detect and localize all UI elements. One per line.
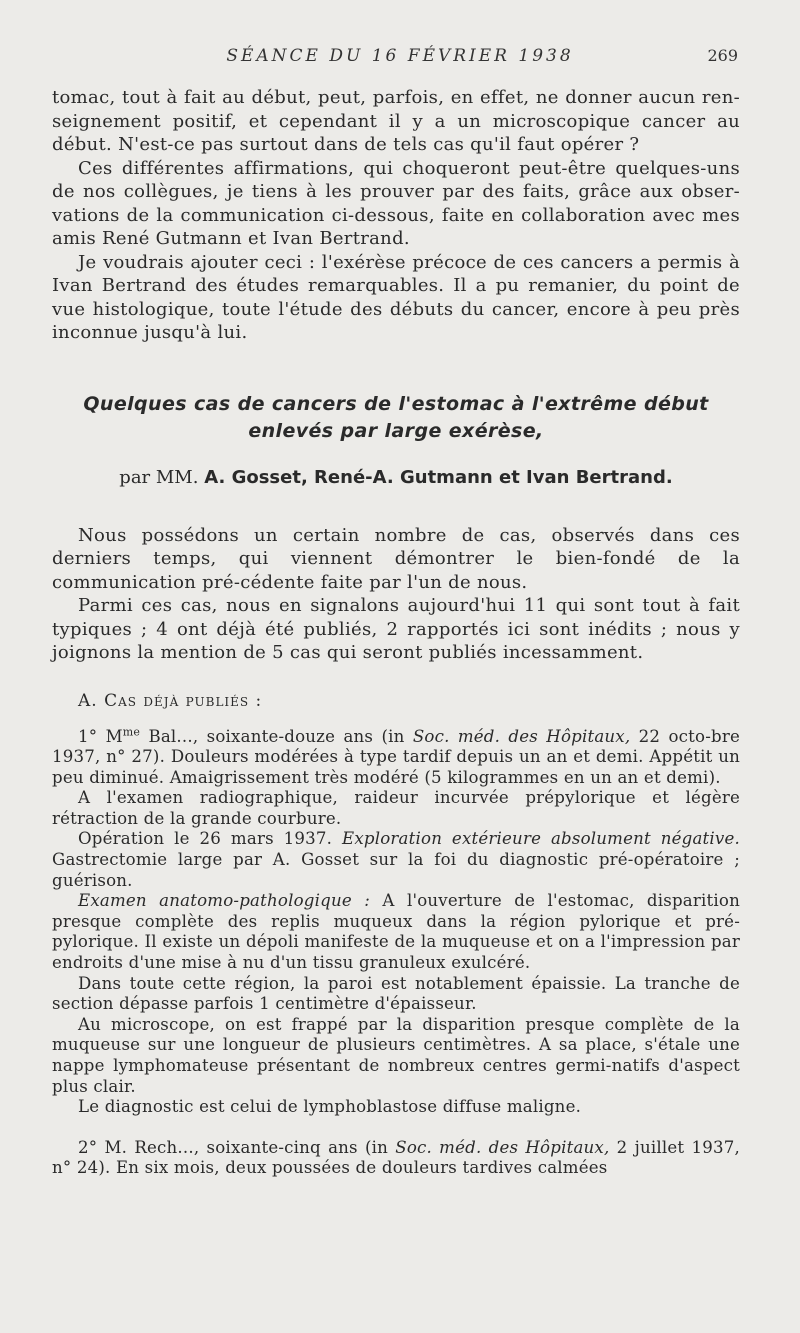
patient-title-sup: me [122,724,141,738]
section-letter: A. [78,690,98,711]
operation-rest: Gastrectomie large par A. Gosset sur la foi du diagnostic pré-opératoire ; guérison. [52,850,740,890]
byline [52,467,740,488]
case-1-intro [52,724,740,789]
article-title-line: Quelques cas de cancers de l'estomac à l'extrême début [83,392,709,415]
patient-title: M [105,726,123,746]
case-number: 2 [78,1137,89,1157]
case-intro-rest: 22 octo-bre 1937, n° 27). Douleurs modérées à type tardif depuis un an et demi. Appétit un peu diminué. Amaigrissement très modéré (5 kilogrammes en un an et demi). [52,726,740,787]
journal-name: Soc. méd. des Hôpitaux, [395,1137,610,1157]
case-1-microscope: Au microscope, on est frappé par la disparition presque complète de la muqueuse sur une longueur de plusieurs centimètres. A sa place, s'étale une nappe lymphomateuse présentant de nombreux centres germi-natifs d'aspect plus clair. [52,1014,740,1096]
article-paragraph: Nous possédons un certain nombre de cas, observés dans ces derniers temps, qui viennent démontrer le bien-fondé de la communication pré-cédente faite par l'un de nous. [52,524,740,593]
article-title-line: enlevés par large exérèse, [248,419,544,442]
section-colon: : [255,690,263,711]
case-2-intro [52,1138,740,1179]
ordinal-mark: ° [88,1137,98,1157]
case-1-exam [52,891,740,973]
case-number: 1 [78,726,89,746]
case-intro-text: Bal..., soixante-douze ans (in [148,726,405,746]
case-1-operation [52,829,740,891]
running-title: SÉANCE DU 16 FÉVRIER 1938 [226,46,574,66]
running-header [0,46,800,74]
case-1-diagnosis: Le diagnostic est celui de lymphoblastose diffuse maligne. [78,1097,582,1117]
article-paragraph: Parmi ces cas, nous en signalons aujourd'hui 11 qui sont tout à fait typiques ; 4 ont déjà été publiés, 2 rapportés ici sont inédits ; nous y joignons la mention de 5 cas qui seront publiés incessamment. [52,595,740,663]
intro-paragraph: Ces différentes affirmations, qui choqueront peut-être quelques-uns de nos collègues, je tiens à les prouver par des faits, grâce aux obser-vations de la communication ci-dessous, faite en collaboration avec mes amis René Gutmann et Ivan Bertrand. [52,157,740,249]
case-list [52,724,740,1179]
section-title: Cas déjà publiés [104,690,250,711]
authors: A. Gosset, René-A. Gutmann et Ivan Bertrand. [204,466,673,488]
operation-italic: Exploration extérieure absolument négative. [342,829,740,849]
intro-paragraph: tomac, tout à fait au début, peut, parfois, en effet, ne donner aucun ren-seignement positif, et cependant il y a un microscopique cancer au début. N'est-ce pas surtout dans de tels cas qu'il faut opérer ? [52,87,740,155]
byline-prefix: par MM. [119,466,199,488]
section-heading [52,691,740,711]
page-number: 269 [707,46,738,65]
journal-name: Soc. méd. des Hôpitaux, [412,726,631,746]
exam-label: Examen anatomo-pathologique : [78,891,371,911]
article-title [52,391,740,445]
case-1-wall: Dans toute cette région, la paroi est notablement épaissie. La tranche de section dépasse parfois 1 centimètre d'épaisseur. [52,973,740,1014]
case-1-radiology: A l'examen radiographique, raideur incurvée prépylorique et légère rétraction de la grande courbure. [52,788,740,828]
exam-text: A l'ouverture de l'estomac, disparition presque complète des replis muqueux dans la région pylorique et pré-pylorique. Il existe un dépoli manifeste de la muqueuse et on a l'impression par endroits d'une mise à nu d'un tissu granuleux exulcéré. [52,891,740,973]
intro-paragraph: Je voudrais ajouter ceci : l'exérèse précoce de ces cancers a permis à Ivan Bertrand des études remarquables. Il a pu remanier, du point de vue histologique, toute l'étude des débuts du cancer, encore à peu près inconnue jusqu'à lui. [52,251,740,343]
operation-prefix: Opération le 26 mars 1937. [78,829,333,849]
case-intro-text: M. Rech..., soixante-cinq ans (in [104,1137,389,1157]
page-body [52,86,740,1179]
ordinal-mark: ° [88,726,98,746]
case-intro-rest: 2 juillet 1937, n° 24). En six mois, deux poussées de douleurs tardives calmées [52,1137,740,1178]
